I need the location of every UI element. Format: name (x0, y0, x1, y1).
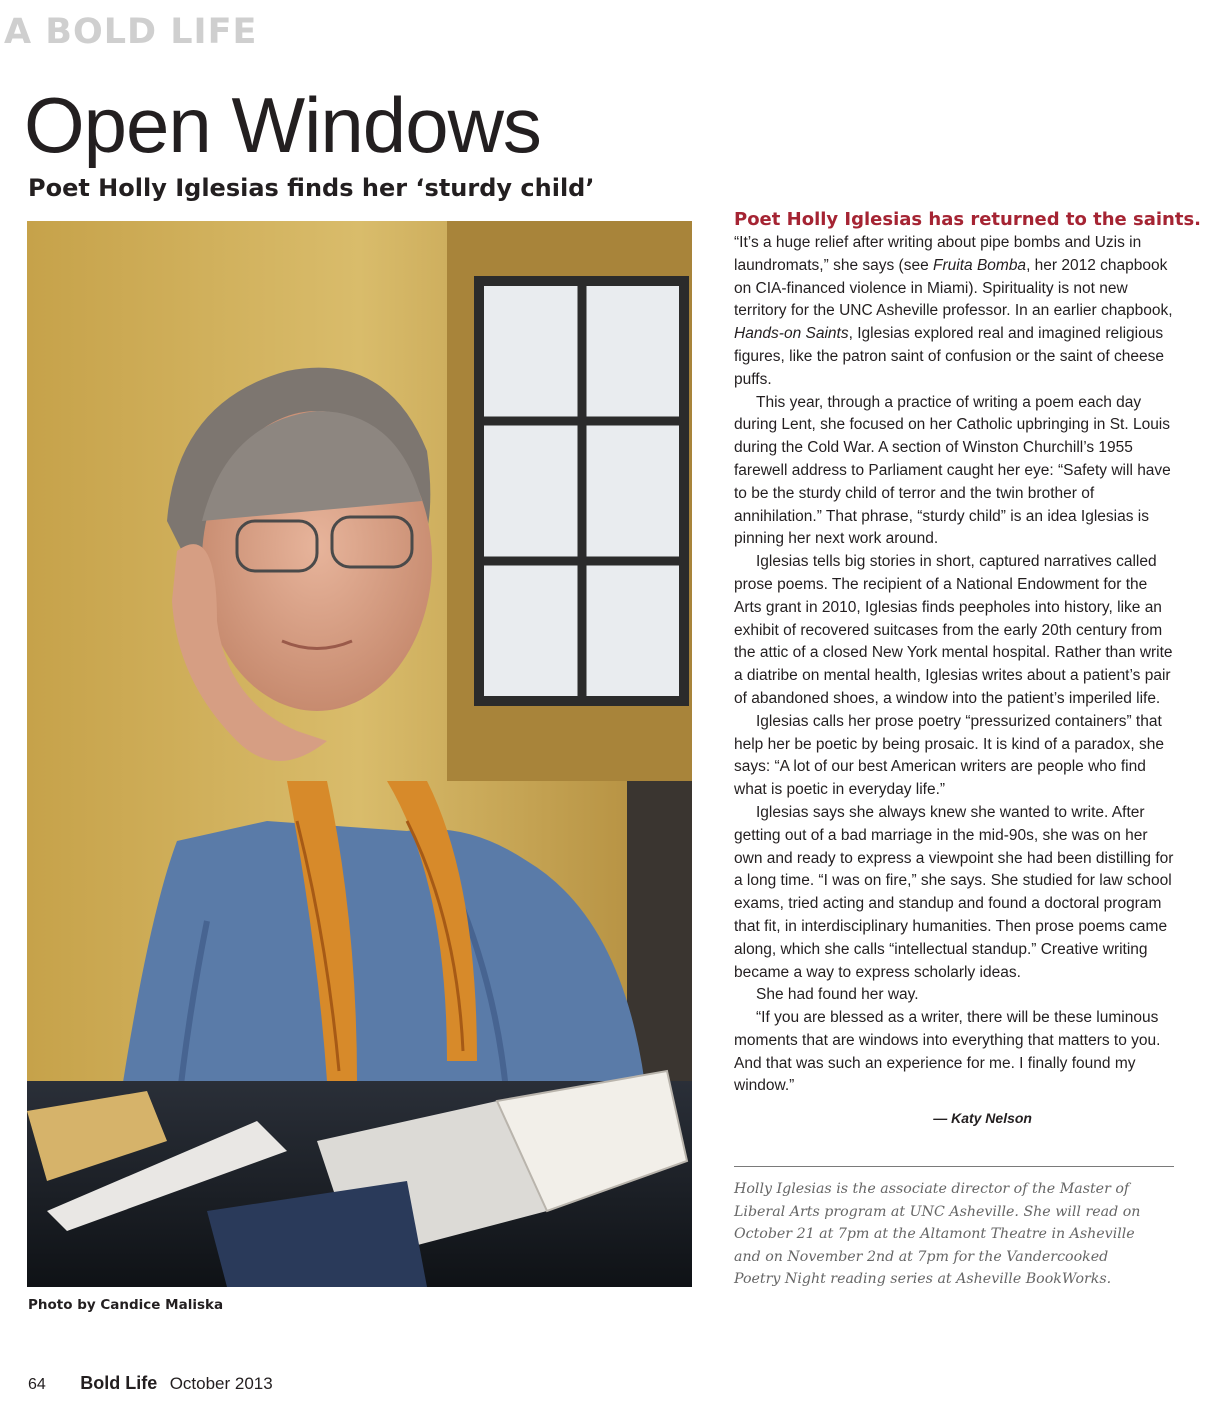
paragraph: This year, through a practice of writing a poem each day during Lent, she focused on her Catholic upbringing in St. Louis during the Cold War. A section of Winston Churchill’s 1955 farewell address to Parliament caught her eye: “Safety will have to be the sturdy child of terror and the twin brother of annihilation.” That phrase, “sturdy child” is an idea Iglesias is pinning her next work around. (734, 393, 1171, 548)
page-footer (28, 1373, 273, 1394)
issue-date: October 2013 (169, 1374, 273, 1393)
section-tag: A BOLD LIFE (4, 12, 258, 52)
book-title: Fruita Bomba (933, 256, 1027, 274)
paragraph: Iglesias calls her prose poetry “pressurized containers” that help her be poetic by being prosaic. It is kind of a paradox, she says: “A lot of our best American writers are people who find what is poetic in everyday life.” (734, 712, 1164, 799)
photo-credit: Photo by Candice Maliska (28, 1297, 224, 1313)
paragraph-text: , her 2012 chapbook on CIA-financed violence in Miami). Spirituality is not new territory for the UNC Asheville professor. In an earlier chapbook, (734, 256, 1173, 320)
magazine-name: Bold Life (80, 1373, 158, 1393)
author-bio: Holly Iglesias is the associate director of the Master of Liberal Arts program at UNC Asheville. She will read on October 21 at 7pm at the Altamont Theatre in Asheville and on November 2nd at 7pm for the Vandercooked Poetry Night reading series at Asheville BookWorks. (734, 1181, 1141, 1288)
paragraph: Iglesias says she always knew she wanted to write. After getting out of a bad marriage in the mid-90s, she was on her own and ready to express a viewpoint she had been distilling for a long time. “I was on fire,” she says. She studied for law school exams, tried acting and standup and found a doctoral program that fit, in interdisciplinary humanities. Then prose poems came along, which she calls “intellectual standup.” Creative writing became a way to express scholarly ideas. (734, 803, 1174, 981)
paragraph (734, 232, 1176, 392)
paragraph-text: “It’s a huge relief after writing about pipe bombs and Uzis in laundromats,” she says (see (734, 234, 1142, 274)
paragraph-text: , Iglesias explored real and imagined religious figures, like the patron saint of confusion or the saint of cheese puffs. (734, 325, 1164, 388)
book-title: Hands-on Saints (734, 325, 849, 343)
portrait-photo (27, 221, 692, 1287)
page-number: 64 (28, 1376, 46, 1393)
paragraph: “If you are blessed as a writer, there will be these luminous moments that are windows into everything that matters to you. And that was such an experience for me. I finally found my window.” (734, 1009, 1161, 1095)
divider (734, 1166, 1174, 1167)
article-body (734, 209, 1202, 1127)
paragraph: She had found her way. (756, 986, 919, 1004)
article-subtitle: Poet Holly Iglesias finds her ‘sturdy child’ (28, 174, 595, 202)
byline: — Katy Nelson (933, 1110, 1032, 1127)
article-lead: Poet Holly Iglesias has returned to the saints. (734, 209, 1202, 230)
article-title: Open Windows (24, 81, 541, 169)
paragraph: Iglesias tells big stories in short, captured narratives called prose poems. The recipient of a National Endowment for the Arts grant in 2010, Iglesias finds peepholes into history, like an exhibit of recovered suitcases from the early 20th century from the attic of a closed New York mental hospital. Rather than write a diatribe on mental health, Iglesias writes about a patient’s pair of abandoned shoes, a window into the patient’s imperiled life. (734, 553, 1173, 707)
